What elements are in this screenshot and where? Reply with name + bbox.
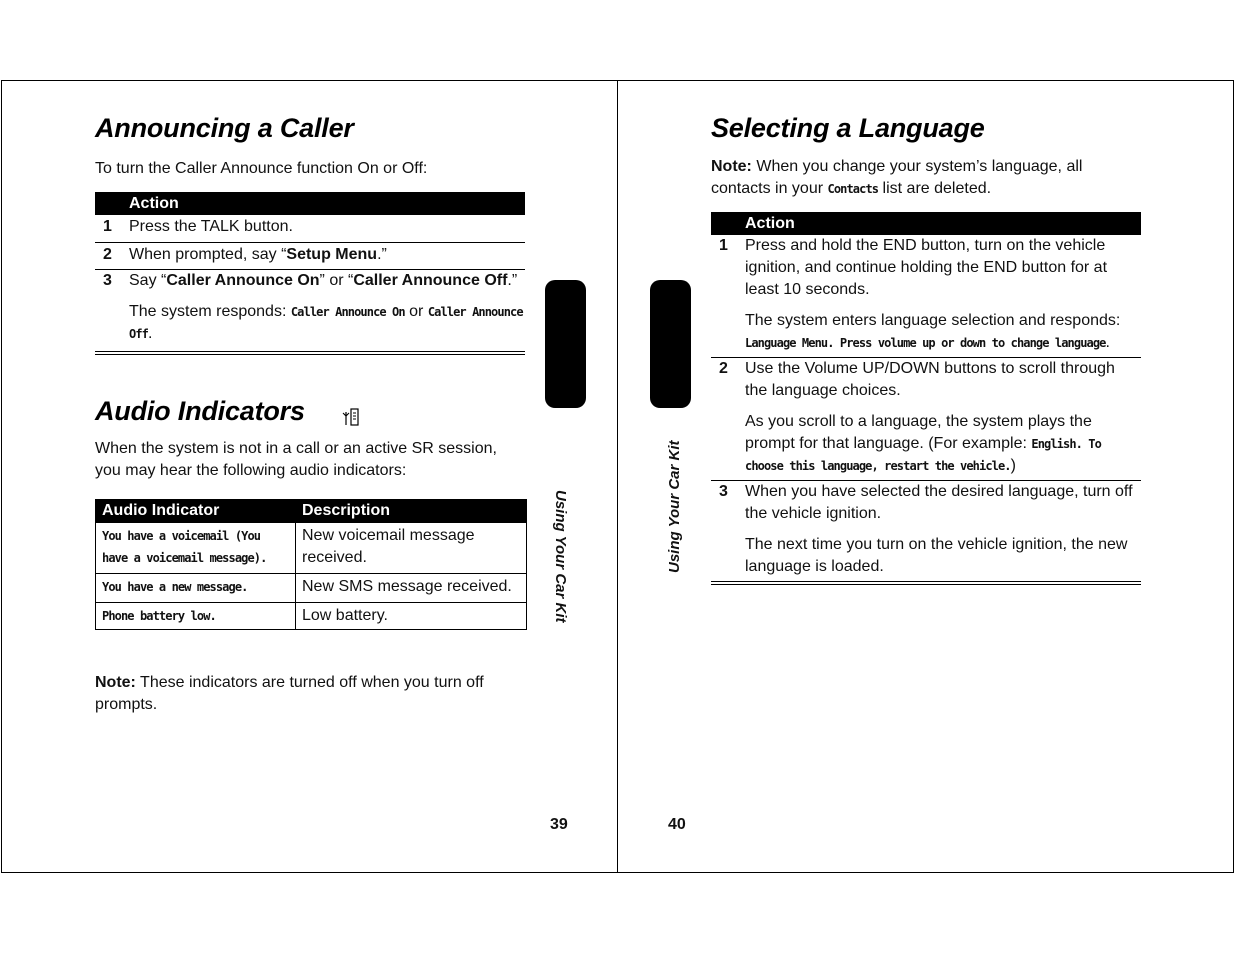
- table-row: 3 When you have selected the desired language, turn off the vehicle ignition. The next time you turn on the vehicle ignition, the new language is loaded.: [719, 483, 1133, 575]
- intro-audio-indicators: When the system is not in a call or an active SR session, you may hear the following audio indicators:: [95, 440, 497, 479]
- heading-audio-indicators: Audio Indicators: [95, 396, 305, 426]
- table-row: 2 When prompted, say “Setup Menu.”: [103, 246, 387, 263]
- side-label-left: Using Your Car Kit: [552, 490, 569, 623]
- note-indicators: Note: These indicators are turned off when you turn off prompts.: [95, 674, 484, 713]
- table-row: 1 Press the TALK button.: [103, 218, 293, 235]
- action-table-language: [711, 212, 1141, 585]
- action-table-header: Action: [711, 212, 1141, 235]
- table-row: 3 Say “Caller Announce On” or “Caller Announce Off.” The system responds: Caller Announce On or Caller Announce Off.: [103, 272, 523, 342]
- table-row: Phone battery low. Low battery.: [96, 602, 526, 629]
- indicator-table-header: Audio Indicator Description: [96, 499, 526, 523]
- table-row: 2 Use the Volume UP/DOWN buttons to scroll through the language choices. As you scroll to a language, the system plays the prompt for that language. (For example: English. To choose this language, restart the vehicle.): [719, 360, 1115, 474]
- heading-selecting-language: Selecting a Language: [711, 113, 985, 143]
- page-number-40: 40: [668, 816, 686, 833]
- page-number-39: 39: [550, 816, 568, 833]
- table-row: 1 Press and hold the END button, turn on the vehicle ignition, and continue holding the END button for at least 10 seconds. The system enters language selection and responds: Language Menu. Press volume up or down to change language.: [719, 237, 1121, 351]
- right-page: [617, 80, 1234, 873]
- intro-announcing: To turn the Caller Announce function On or Off:: [95, 160, 428, 177]
- action-table-header: Action: [95, 192, 525, 215]
- note-language: Note: When you change your system’s language, all contacts in your Contacts list are deleted.: [711, 158, 1083, 197]
- audio-indicator-table: [95, 499, 527, 630]
- section-tab: [545, 280, 586, 408]
- speaker-signal-icon: [342, 407, 360, 427]
- side-label-right: Using Your Car Kit: [666, 440, 683, 573]
- table-row: You have a new message. New SMS message received.: [96, 573, 526, 602]
- table-row: You have a voicemail (You have a voicemail message). New voicemail message received.: [96, 523, 526, 573]
- section-tab: [650, 280, 691, 408]
- left-page: [1, 80, 618, 873]
- action-table-announce: [95, 192, 525, 355]
- heading-announcing-caller: Announcing a Caller: [95, 113, 354, 143]
